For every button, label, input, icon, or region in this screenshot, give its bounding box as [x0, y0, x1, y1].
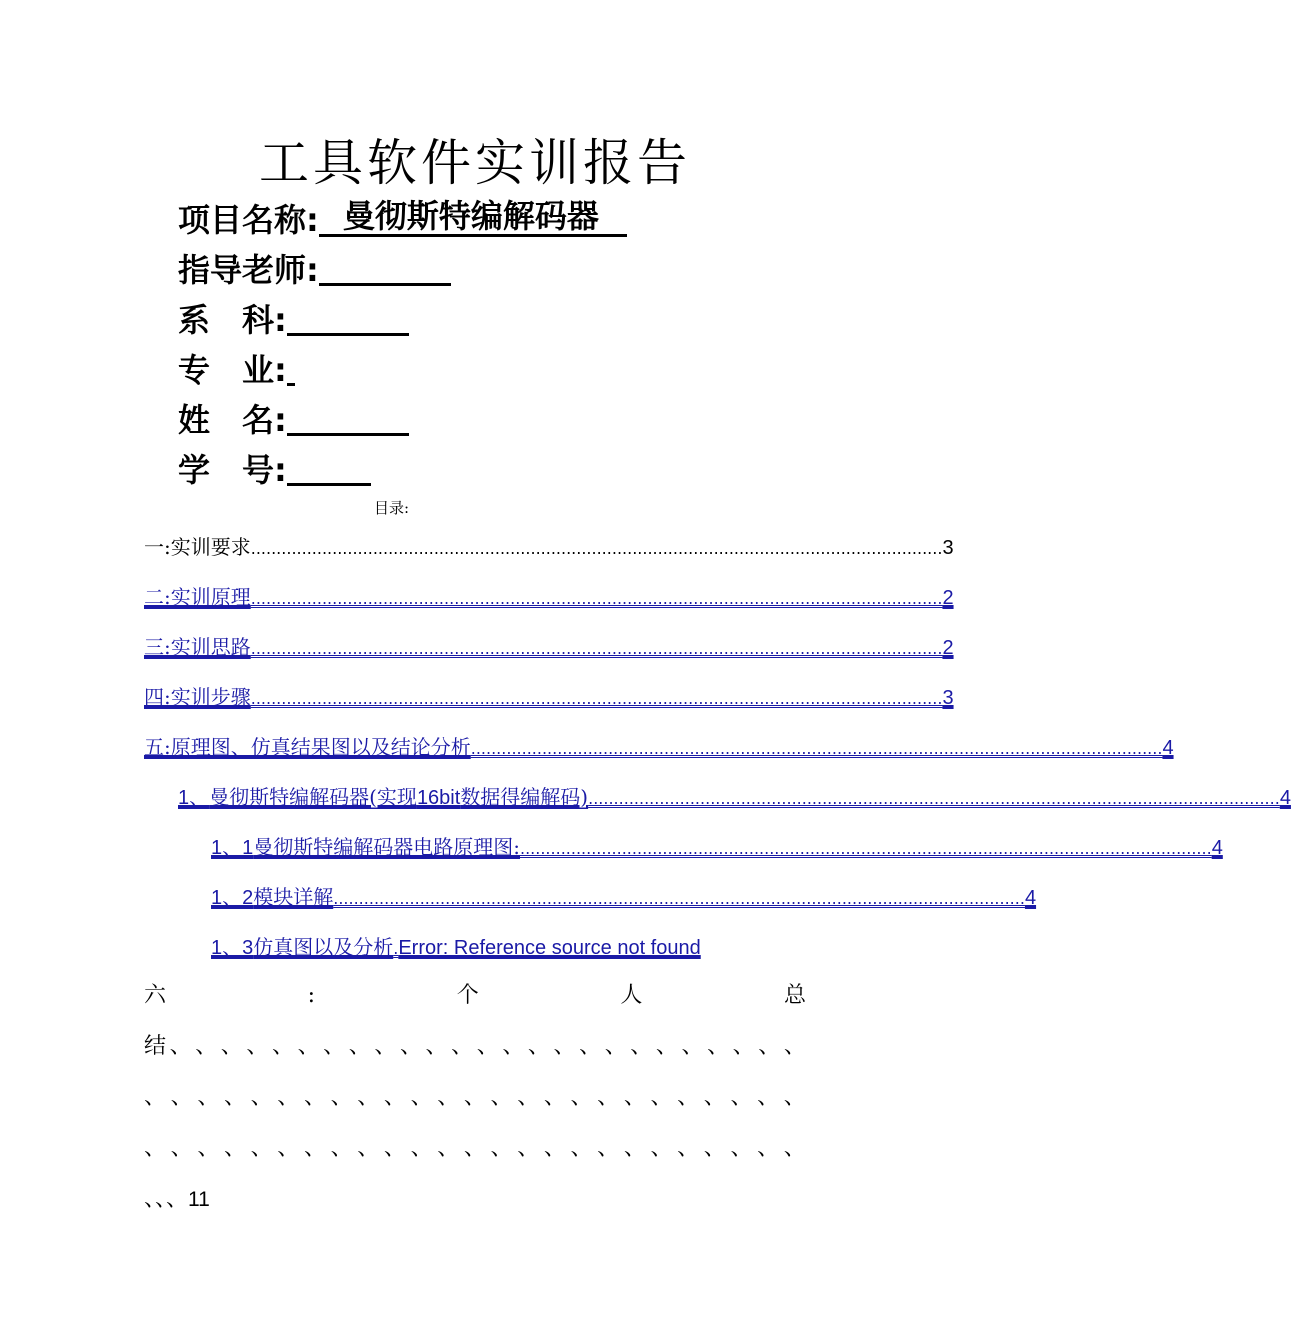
major-label-char2: 业: — [242, 351, 287, 389]
toc-entry-requirements[interactable] — [144, 532, 954, 562]
summary-comma: 、 — [271, 1034, 294, 1059]
summary-char: 结 — [144, 1034, 167, 1059]
summary-comma: 、 — [330, 1085, 353, 1110]
summary-comma: 、 — [757, 1136, 780, 1161]
toc-page-number: 2 — [942, 637, 954, 659]
toc-entry-steps[interactable] — [144, 682, 954, 712]
summary-comma: 、 — [277, 1136, 300, 1161]
summary-comma: 、 — [517, 1136, 540, 1161]
toc-page-number: 3 — [942, 687, 954, 709]
toc-page-number: 4 — [1024, 887, 1037, 909]
summary-comma: 、 — [783, 1136, 806, 1161]
summary-comma: 、 — [374, 1034, 397, 1059]
summary-comma: 、 — [553, 1034, 576, 1059]
department-label-char2: 科: — [242, 301, 287, 339]
toc-page-number: 4 — [1162, 737, 1174, 759]
summary-comma: 、 — [463, 1136, 486, 1161]
project-name-line — [178, 198, 627, 242]
summary-comma: 、 — [623, 1136, 646, 1161]
summary-comma: 、 — [250, 1085, 273, 1110]
major-label-char1: 专 — [178, 351, 211, 389]
toc-entry-main: 模块详解 — [253, 885, 334, 909]
toc-entry-approach[interactable] — [144, 632, 954, 662]
toc-entry-schematic-results[interactable] — [144, 732, 1174, 762]
toc-entry-text: 二:实训原理 — [144, 585, 251, 609]
summary-comma: 、 — [650, 1136, 673, 1161]
summary-comma: 、 — [323, 1034, 346, 1059]
summary-comma: 、 — [399, 1034, 422, 1059]
summary-comma: 、 — [681, 1034, 704, 1059]
major-line — [178, 348, 295, 392]
toc-entry-text — [211, 932, 393, 963]
summary-comma: 、 — [570, 1136, 593, 1161]
toc-entry-text: 四:实训步骤 — [144, 685, 251, 709]
summary-page-number: 11 — [188, 1188, 210, 1211]
summary-comma: 、 — [517, 1085, 540, 1110]
teacher-blank — [319, 249, 451, 286]
department-blank — [287, 299, 409, 336]
student-id-label — [178, 448, 287, 492]
toc-leader-dots: ........................................................................................................................................ — [520, 839, 1212, 858]
toc-entry-circuit-diagram[interactable] — [211, 832, 1223, 862]
summary-comma: 、 — [297, 1034, 320, 1059]
summary-comma: 、 — [623, 1085, 646, 1110]
toc-page-number: 4 — [1279, 787, 1291, 809]
toc-heading: 目录: — [374, 499, 410, 517]
summary-comma: 、 — [655, 1034, 678, 1059]
summary-comma: 、 — [410, 1136, 433, 1161]
toc-entry-tail: 数据得编解码) — [460, 785, 589, 809]
toc-entry-main: 仿真图以及分析 — [253, 935, 394, 959]
summary-comma: 、 — [703, 1136, 726, 1161]
summary-comma: 、 — [144, 1136, 167, 1161]
summary-comma: 、 — [597, 1085, 620, 1110]
summary-comma: 、 — [357, 1085, 380, 1110]
summary-comma: 、 — [451, 1034, 474, 1059]
name-blank — [287, 399, 409, 436]
toc-entry-main: 曼彻斯特编解码器(实现 — [209, 785, 417, 809]
student-id-label-char2: 号: — [242, 451, 287, 489]
toc-entry-prefix: 1、1 — [211, 837, 254, 859]
department-label — [178, 298, 287, 342]
toc-leader-dots: ........................................................................................................................................ — [470, 739, 1163, 758]
toc-entry-text: 五:原理图、仿真结果图以及结论分析 — [144, 735, 471, 759]
name-label-char1: 姓 — [178, 401, 211, 439]
name-line — [178, 398, 409, 442]
summary-comma: 、 — [579, 1034, 602, 1059]
summary-line-1 — [144, 970, 806, 1021]
summary-comma: 、 — [730, 1085, 753, 1110]
summary-comma: 、 — [277, 1085, 300, 1110]
toc-entry-text — [211, 832, 520, 863]
toc-entry-text — [178, 782, 588, 813]
summary-comma: 、 — [527, 1034, 550, 1059]
toc-entry-text: 一:实训要求 — [144, 535, 251, 559]
summary-comma: 、 — [220, 1034, 243, 1059]
summary-comma: 、 — [223, 1136, 246, 1161]
summary-char: 总 — [783, 983, 806, 1008]
summary-line-2 — [144, 1021, 806, 1072]
toc-reference-error: Error: Reference source not found — [398, 937, 701, 959]
toc-entry-personal-summary[interactable] — [144, 970, 806, 1225]
toc-leader-dots: ........................................................................................................................................ — [588, 789, 1280, 808]
summary-comma: 、 — [144, 1187, 156, 1212]
summary-comma: 、 — [348, 1034, 371, 1059]
toc-page-number: 4 — [1211, 837, 1223, 859]
name-label-char2: 名: — [242, 401, 287, 439]
toc-page-number: 3 — [942, 537, 954, 559]
summary-comma: 、 — [604, 1034, 627, 1059]
toc-entry-principle[interactable] — [144, 582, 954, 612]
toc-leader-dots: ........................................................................................................................................ — [250, 689, 943, 708]
summary-comma: 、 — [570, 1085, 593, 1110]
report-title: 工具软件实训报告 — [259, 134, 691, 192]
summary-comma: 、 — [630, 1034, 653, 1059]
summary-comma: 、 — [303, 1136, 326, 1161]
summary-char: 人 — [620, 983, 643, 1008]
toc-entry-prefix: 1、3 — [211, 937, 254, 959]
summary-line-3 — [144, 1072, 806, 1123]
summary-comma: 、 — [783, 1085, 806, 1110]
summary-comma: 、 — [383, 1085, 406, 1110]
toc-entry-number: 16bit — [416, 787, 461, 809]
toc-leader-dots: ........................................................................................................................................ — [250, 539, 943, 558]
summary-comma: 、 — [170, 1085, 193, 1110]
summary-comma: 、 — [410, 1085, 433, 1110]
summary-comma: 、 — [730, 1136, 753, 1161]
summary-comma: 、 — [490, 1136, 513, 1161]
summary-comma: 、 — [166, 1187, 189, 1212]
summary-comma: 、 — [197, 1085, 220, 1110]
summary-comma: 、 — [502, 1034, 525, 1059]
teacher-line — [178, 248, 451, 292]
summary-comma: 、 — [597, 1136, 620, 1161]
major-blank — [287, 349, 295, 386]
summary-comma: 、 — [437, 1085, 460, 1110]
summary-comma: 、 — [170, 1136, 193, 1161]
summary-comma: 、 — [732, 1034, 755, 1059]
toc-entry-simulation[interactable] — [211, 932, 806, 962]
summary-comma: 、 — [330, 1136, 353, 1161]
summary-line-5 — [144, 1174, 806, 1225]
summary-comma: 、 — [677, 1136, 700, 1161]
summary-char: : — [307, 983, 316, 1008]
department-line — [178, 298, 409, 342]
student-id-label-char1: 学 — [178, 451, 211, 489]
major-label — [178, 348, 287, 392]
toc-entry-text: 三:实训思路 — [144, 635, 251, 659]
summary-char: 个 — [456, 983, 479, 1008]
summary-comma: 、 — [169, 1034, 192, 1059]
project-name-label: 项目名称: — [178, 201, 319, 239]
summary-comma: 、 — [650, 1085, 673, 1110]
project-name-value: 曼彻斯特编解码器 — [319, 198, 627, 237]
summary-comma: 、 — [195, 1034, 218, 1059]
summary-comma: 、 — [703, 1085, 726, 1110]
summary-comma: 、 — [250, 1136, 273, 1161]
summary-comma: 、 — [543, 1085, 566, 1110]
summary-comma: 、 — [197, 1136, 220, 1161]
toc-entry-prefix: 1、 — [178, 787, 210, 809]
toc-entry-module-details[interactable] — [211, 882, 1037, 912]
student-id-blank — [287, 449, 371, 486]
summary-comma: 、 — [758, 1034, 781, 1059]
summary-comma: 、 — [383, 1136, 406, 1161]
toc-leader-dots: ........................................................................................................................................ — [333, 889, 1025, 908]
toc-leader-dots: ........................................................................................................................................ — [250, 589, 943, 608]
student-id-line — [178, 448, 371, 492]
summary-line-4 — [144, 1123, 806, 1174]
summary-comma: 、 — [543, 1136, 566, 1161]
toc-entry-prefix: 1、2 — [211, 887, 254, 909]
toc-entry-manchester-codec[interactable] — [178, 782, 1291, 812]
summary-comma: 、 — [490, 1085, 513, 1110]
toc-entry-text — [211, 882, 333, 913]
summary-comma: 、 — [246, 1034, 269, 1059]
toc-leader-dots: . — [393, 939, 399, 958]
toc-page-number: 2 — [942, 587, 954, 609]
summary-comma: 、 — [476, 1034, 499, 1059]
summary-comma: 、 — [223, 1085, 246, 1110]
summary-comma: 、 — [707, 1034, 730, 1059]
department-label-char1: 系 — [178, 301, 211, 339]
name-label — [178, 398, 287, 442]
teacher-label: 指导老师: — [178, 251, 319, 289]
summary-comma: 、 — [463, 1085, 486, 1110]
summary-comma: 、 — [677, 1085, 700, 1110]
toc-leader-dots: ........................................................................................................................................ — [250, 639, 943, 658]
summary-comma: 、 — [155, 1187, 167, 1212]
summary-comma: 、 — [757, 1085, 780, 1110]
summary-comma: 、 — [144, 1085, 167, 1110]
summary-char: 六 — [144, 983, 167, 1008]
summary-comma: 、 — [357, 1136, 380, 1161]
toc-entry-main: 曼彻斯特编解码器电路原理图: — [253, 835, 520, 859]
summary-comma: 、 — [303, 1085, 326, 1110]
summary-comma: 、 — [783, 1034, 806, 1059]
summary-comma: 、 — [437, 1136, 460, 1161]
summary-comma: 、 — [425, 1034, 448, 1059]
